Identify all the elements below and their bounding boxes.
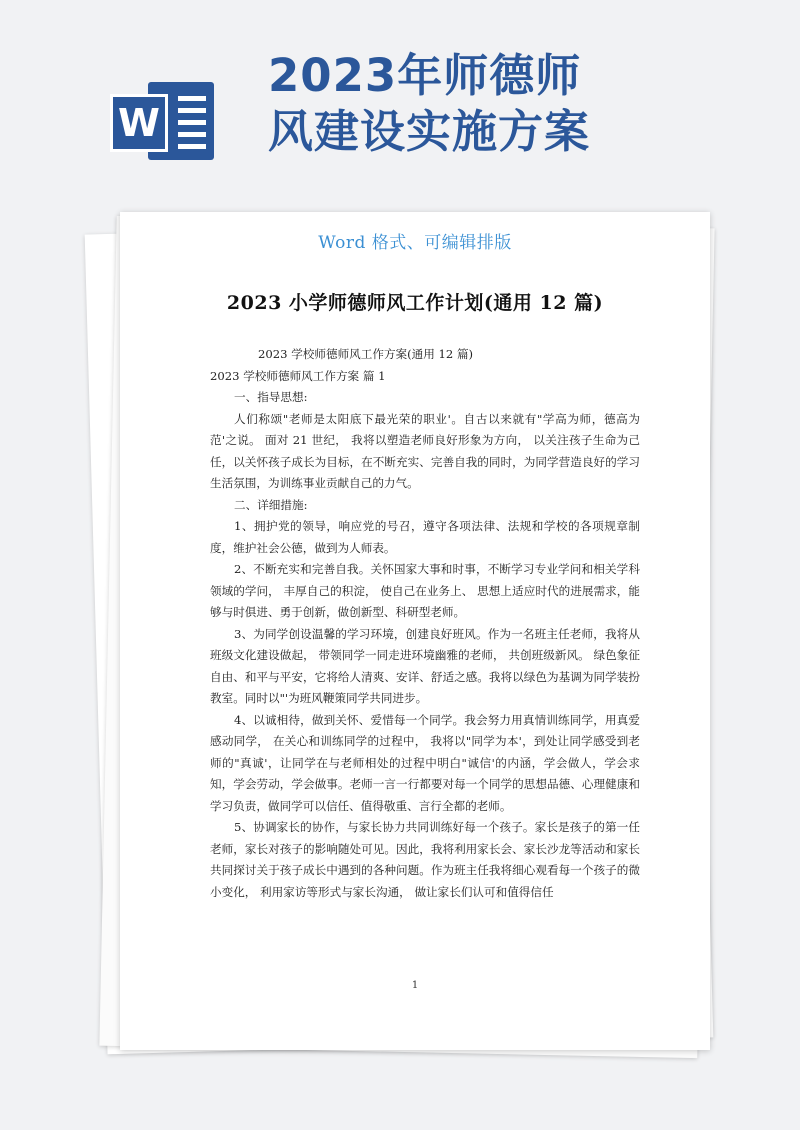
promo-title — [268, 48, 788, 160]
paragraph-guiding-thought: 人们称颂"老师是太阳底下最光荣的职业'。自古以来就有"学高为师，德高为范'之说。 面对 21 世纪， 我将以塑造老师良好形象为方向， 以关注孩子生命为己任，以关怀孩子成长为目标，在不断充实、完善自我的同时，为同学营造良好的学习生活氛围，为训练事业贡献自己的力气。 — [210, 411, 640, 490]
document-body — [210, 344, 640, 903]
promo-title-line-1: 2023年师德师 — [268, 49, 582, 102]
heading-guiding-thought: 一、指导思想: — [234, 390, 308, 404]
section-title: 2023 学校师德师风工作方案 篇 1 — [210, 368, 386, 383]
word-logo-letter: W — [110, 94, 168, 152]
document-page — [120, 212, 710, 1050]
paragraph-measure-3: 3、为同学创设温馨的学习环境，创建良好班风。作为一名班主任老师，我将从班级文化建设做起， 带领同学一同走进环境幽雅的老师， 共创班级新风。 绿色象征自由、和平与平安，它将给人清爽、安详、舒适之感。我将以绿色为基调为同学装扮教室。同时以"'为班风鞭策同学共同进步。 — [210, 626, 640, 705]
paragraph-measure-4: 4、以诚相待，做到关怀、爱惜每一个同学。我会努力用真情训练同学，用真爱感动同学， 在关心和训练同学的过程中， 我将以"同学为本'，到处让同学感受到老师的"真诚'，让同学在与老师相处的过程中明白"诚信'的内涵，学会做人，学会求知，学会劳动，学会做事。老师一言一行都要对每一个同学的思想品德、心理健康和学习负责，做同学可以信任、值得敬重、言行全都的老师。 — [210, 712, 640, 813]
paragraph-measure-2: 2、不断充实和完善自我。关怀国家大事和时事，不断学习专业学问和相关学科领域的学问， 丰厚自己的积淀， 使自己在业务上、 思想上适应时代的进展需求，能够与时俱进、勇于创新，做创新型、科研型老师。 — [210, 562, 640, 619]
word-icon — [110, 78, 218, 162]
document-title: 2023 小学师德师风工作计划(通用 12 篇) — [226, 292, 604, 314]
format-tagline: Word 格式、可编辑排版 — [318, 233, 512, 253]
heading-detailed-measures: 二、详细措施: — [234, 497, 308, 512]
promo-title-line-2: 风建设实施方案 — [268, 105, 591, 158]
page-number: 1 — [411, 980, 419, 991]
paragraph-measure-1: 1、拥护党的领导，响应党的号召，遵守各项法律、法规和学校的各项规章制度，维护社会公德，做到为人师表。 — [210, 519, 640, 555]
promo-header — [0, 0, 800, 215]
document-subtitle: 2023 学校师德师风工作方案(通用 12 篇) — [258, 347, 474, 361]
paragraph-measure-5: 5、协调家长的协作，与家长协力共同训练好每一个孩子。家长是孩子的第一任老师，家长对孩子的影响随处可见。因此，我将利用家长会、家长沙龙等活动和家长共同探讨关于孩子成长中遇到的各种问题。作为班主任我将细心观看每一个孩子的微小变化， 利用家访等形式与家长沟通， 做让家长们认可和值得信任 — [210, 820, 640, 899]
